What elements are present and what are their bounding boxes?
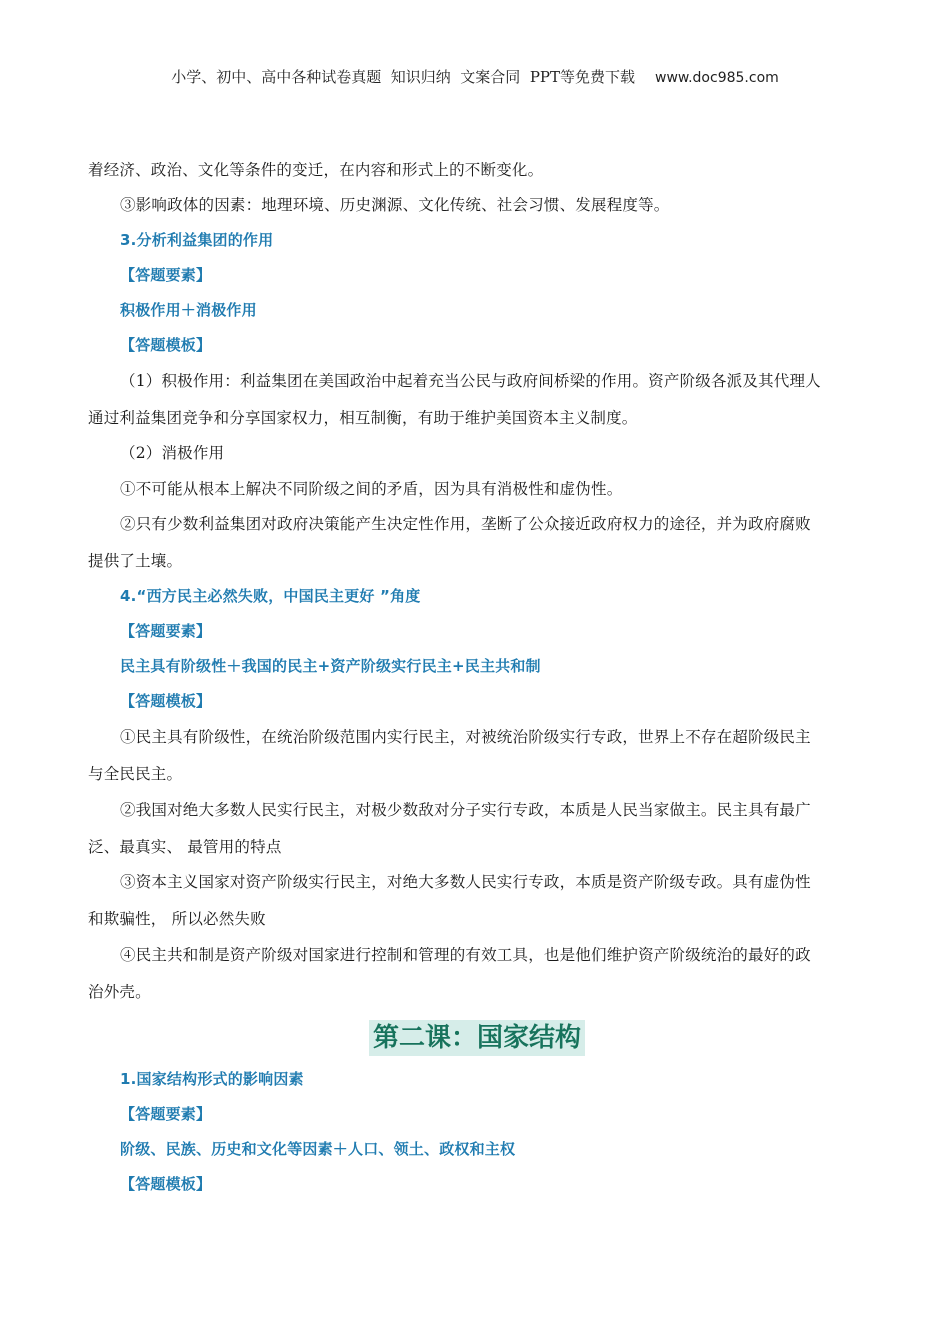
paragraph-line: ①不可能从根本上解决不同阶级之间的矛盾，因为具有消极性和虚伪性。 (120, 480, 623, 498)
paragraph-line: 提供了土壤。 (88, 552, 183, 570)
paragraph-line: 泛、最真实、 最管用的特点 (88, 838, 282, 856)
answer-elements: 民主具有阶级性＋我国的民主+资产阶级实行民主+民主共和制 (120, 657, 541, 675)
paragraph-line: ③资本主义国家对资产阶级实行民主，对绝大多数人民实行专政，本质是资产阶级专政。具有虚伪性 (120, 873, 811, 891)
paragraph-line: ④民主共和制是资产阶级对国家进行控制和管理的有效工具，也是他们维护资产阶级统治的最好的政 (120, 946, 811, 964)
answer-elements-label: 【答题要素】 (120, 1105, 212, 1123)
paragraph-line: 治外壳。 (88, 983, 151, 1001)
answer-elements-label: 【答题要素】 (120, 622, 212, 640)
answer-elements: 阶级、民族、历史和文化等因素＋人口、领土、政权和主权 (120, 1140, 516, 1158)
paragraph-line: 着经济、政治、文化等条件的变迁，在内容和形式上的不断变化。 (88, 161, 544, 179)
paragraph-line: 通过利益集团竞争和分享国家权力，相互制衡，有助于维护美国资本主义制度。 (88, 409, 638, 427)
paragraph-line: ②只有少数利益集团对政府决策能产生决定性作用，垄断了公众接近政府权力的途径，并为政府腐败 (120, 515, 811, 533)
header-text: 小学、初中、高中各种试卷真题 知识归纳 文案合同 PPT等免费下载 (171, 68, 636, 86)
section-heading: 3.分析利益集团的作用 (120, 231, 274, 249)
page-header (0, 66, 950, 87)
paragraph-line: 与全民民主。 (88, 765, 183, 783)
answer-elements: 积极作用＋消极作用 (120, 301, 257, 319)
section-heading: 1.国家结构形式的影响因素 (120, 1070, 304, 1088)
paragraph-line: ①民主具有阶级性，在统治阶级范围内实行民主，对被统治阶级实行专政，世界上不存在超阶级民主 (120, 728, 811, 746)
answer-template-label: 【答题模板】 (120, 336, 212, 354)
section-heading: 4.“西方民主必然失败，中国民主更好 ”角度 (120, 587, 421, 605)
paragraph-line: （2）消极作用 (120, 444, 225, 462)
answer-elements-label: 【答题要素】 (120, 266, 212, 284)
paragraph-line: ②我国对绝大多数人民实行民主，对极少数敌对分子实行专政，本质是人民当家做主。民主具有最广 (120, 801, 811, 819)
paragraph-line: （1）积极作用：利益集团在美国政治中起着充当公民与政府间桥梁的作用。资产阶级各派及其代理人 (120, 372, 821, 390)
header-url: www.doc985.com (655, 70, 779, 86)
answer-template-label: 【答题模板】 (120, 692, 212, 710)
lesson-title: 第二课：国家结构 (369, 1020, 585, 1056)
paragraph-line: 和欺骗性， 所以必然失败 (88, 910, 266, 928)
answer-template-label: 【答题模板】 (120, 1175, 212, 1193)
paragraph-line: ③影响政体的因素：地理环境、历史渊源、文化传统、社会习惯、发展程度等。 (120, 196, 670, 214)
